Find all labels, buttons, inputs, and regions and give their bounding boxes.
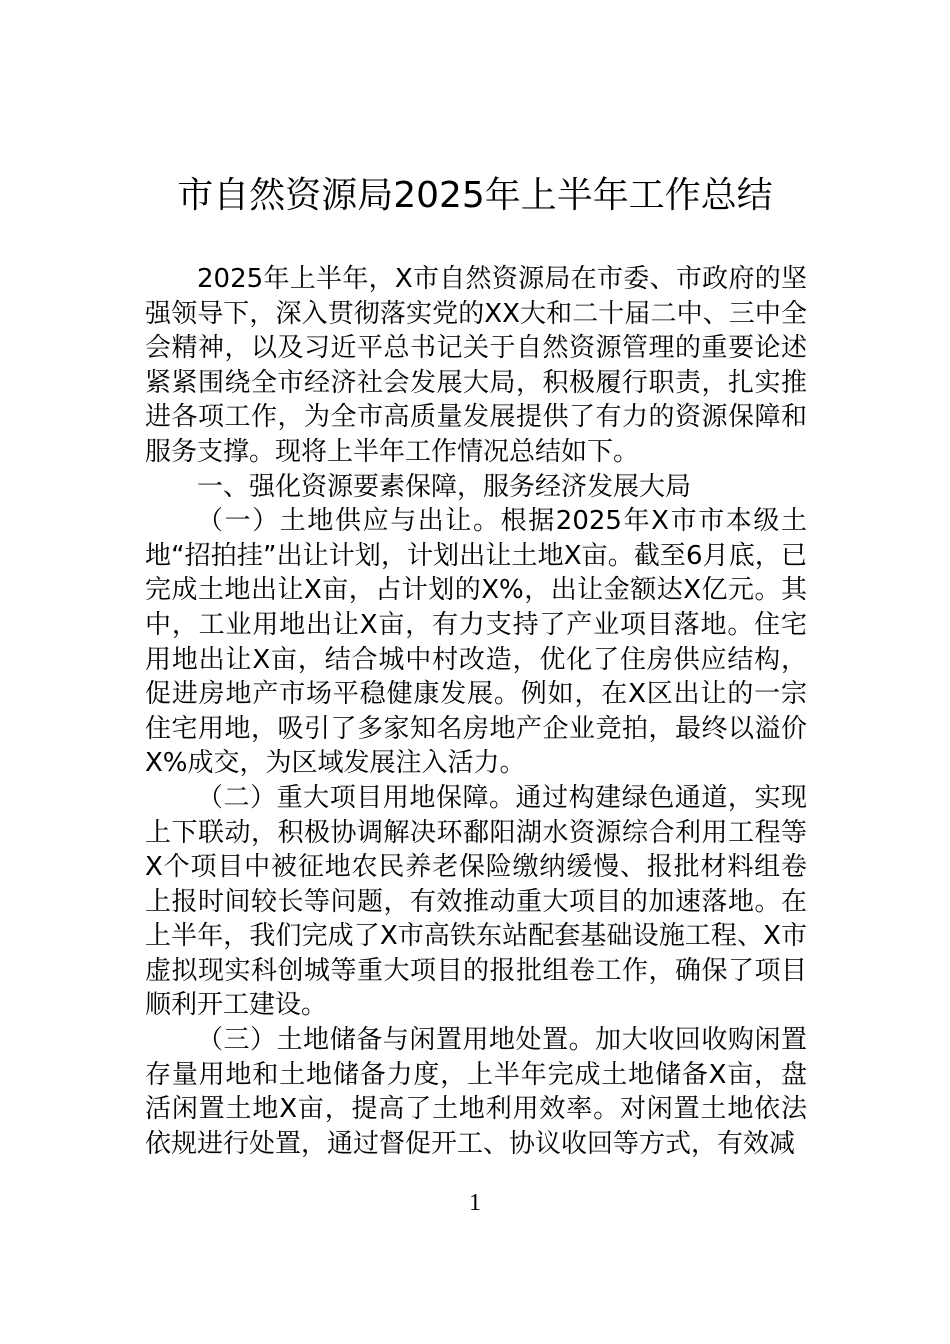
intro-paragraph: 2025年上半年，X市自然资源局在市委、市政府的坚强领导下，深入贯彻落实党的XX大和二十届二中、三中全会精神，以及习近平总书记关于自然资源管理的重要论述紧紧围绕全市经济社会发展大局，积极履行职责，扎实推进各项工作，为全市高质量发展提供了有力的资源保障和服务支撑。现将上半年工作情况总结如下。 [145,264,807,467]
paragraph-major-projects: （二）重大项目用地保障。通过构建绿色通道，实现上下联动，积极协调解决环鄱阳湖水资源综合利用工程等X个项目中被征地农民养老保险缴纳缓慢、报批材料组卷上报时间较长等问题，有效推动重大项目的加速落地。在上半年，我们完成了X市高铁东站配套基础设施工程、X市虚拟现实科创城等重大项目的报批组卷工作，确保了项目顺利开工建设。 [145,782,807,1021]
paragraph-land-reserve: （三）土地储备与闲置用地处置。加大收回收购闲置存量用地和土地储备力度，上半年完成土地储备X亩，盘活闲置土地X亩，提高了土地利用效率。对闲置土地依法依规进行处置，通过督促开工、协议收回等方式，有效减 [145,1025,807,1159]
document-body [145,262,807,1161]
page-number: 1 [469,1190,481,1216]
document-title: 市自然资源局2025年上半年工作总结 [177,175,773,216]
paragraph-land-supply: （一）土地供应与出让。根据2025年X市市本级土地“招拍挂”出让计划，计划出让土地X亩。截至6月底，已完成土地出让X亩，占计划的X%，出让金额达X亿元。其中，工业用地出让X亩，有力支持了产业项目落地。住宅用地出让X亩，结合城中村改造，优化了住房供应结构，促进房地产市场平稳健康发展。例如，在X区出让的一宗住宅用地，吸引了多家知名房地产企业竞拍，最终以溢价X%成交，为区域发展注入活力。 [145,506,807,779]
section-heading-1: 一、强化资源要素保障，服务经济发展大局 [197,471,692,502]
